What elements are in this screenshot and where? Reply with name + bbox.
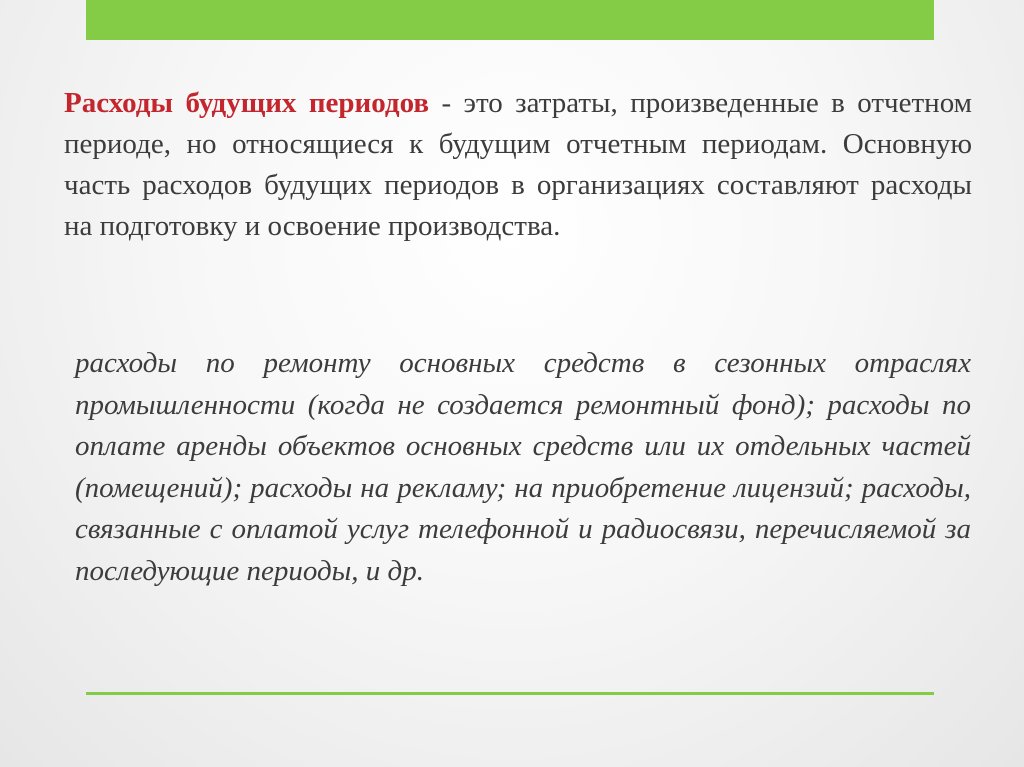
definition-text: - это затраты, произведенные в отчетном периоде, но относящиеся к будущим отчетным периодам. Основную часть расходов будущих периодов в организациях составляют расходы на подготовку и освоение производства.: [64, 87, 972, 242]
bottom-accent-line: [86, 692, 934, 695]
top-accent-bar: [86, 0, 934, 40]
definition-term: Расходы будущих периодов: [64, 87, 430, 119]
examples-paragraph: расходы по ремонту основных средств в сезонных отраслях промышленности (когда не создается ремонтный фонд); расходы по оплате аренды объектов основных средств или их отдельных частей (помещений); расходы на рекламу; на приобретение лицензий; расходы, связанные с оплатой услуг телефонной и радиосвязи, перечисляемой за последующие периоды, и др.: [75, 347, 971, 587]
definition-paragraph: [64, 83, 972, 247]
